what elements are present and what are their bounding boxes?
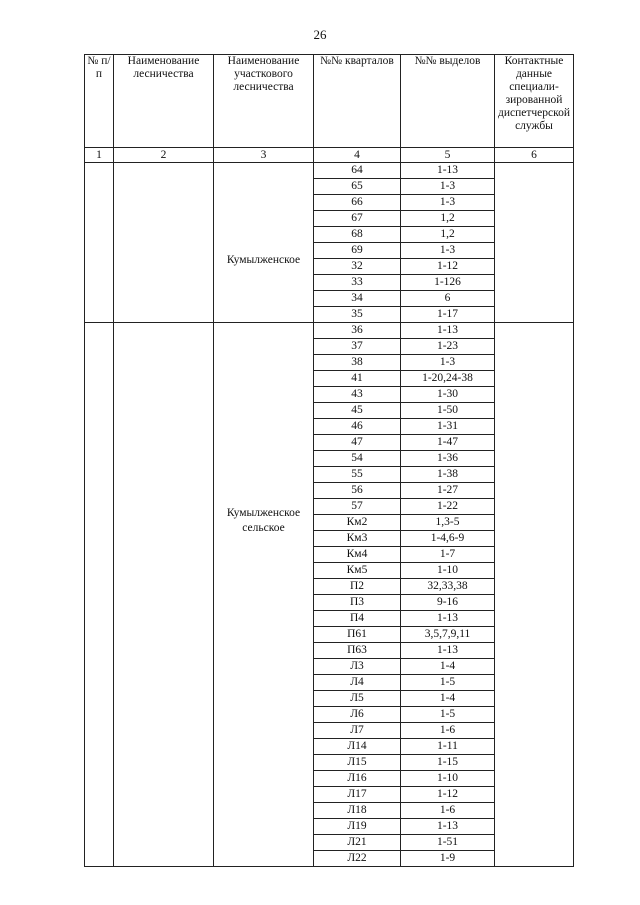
forest-quarters-table [84,54,574,867]
allotment-cell: 1-20,24-38 [401,371,495,387]
allotment-cell: 1-22 [401,499,495,515]
column-number: 2 [114,148,214,163]
allotment-cell: 1-5 [401,707,495,723]
quarter-cell: 36 [314,323,401,339]
allotment-cell: 6 [401,291,495,307]
allotment-cell: 1-4 [401,691,495,707]
quarter-cell: 68 [314,227,401,243]
allotment-cell: 1-3 [401,243,495,259]
allotment-cell: 1-13 [401,819,495,835]
quarter-cell: 57 [314,499,401,515]
quarter-cell: 43 [314,387,401,403]
quarter-cell: Л4 [314,675,401,691]
quarter-cell: 33 [314,275,401,291]
quarter-cell: Л6 [314,707,401,723]
allotment-cell: 1-5 [401,675,495,691]
allotment-cell: 1-13 [401,323,495,339]
district-forestry-name: Кумылженское [226,254,301,266]
table-body [85,163,574,867]
allotment-cell: 1-4 [401,659,495,675]
allotment-cell: 1-4,6-9 [401,531,495,547]
quarter-cell: 41 [314,371,401,387]
contact-cell [495,163,574,323]
quarter-cell: Км2 [314,515,401,531]
header-cell-forestry: Наименование лесничества [114,55,214,148]
quarter-cell: Км4 [314,547,401,563]
allotment-cell: 1,3-5 [401,515,495,531]
allotment-cell: 1,2 [401,211,495,227]
row-number-cell [85,323,114,867]
allotment-cell: 1-51 [401,835,495,851]
header-cell-allotments: №№ выделов [401,55,495,148]
allotment-cell: 1-3 [401,355,495,371]
allotment-cell: 1-23 [401,339,495,355]
allotment-cell: 1-13 [401,611,495,627]
column-number: 1 [85,148,114,163]
quarter-cell: 35 [314,307,401,323]
table-row [85,163,574,179]
quarter-cell: Л19 [314,819,401,835]
forestry-cell [114,163,214,323]
column-number: 6 [495,148,574,163]
allotment-cell: 1-38 [401,467,495,483]
forestry-cell [114,323,214,867]
allotment-cell: 1-12 [401,787,495,803]
quarter-cell: 56 [314,483,401,499]
allotment-cell: 1-3 [401,179,495,195]
allotment-cell: 1-7 [401,547,495,563]
page-number: 26 [313,27,327,42]
quarter-cell: Л15 [314,755,401,771]
quarter-cell: 69 [314,243,401,259]
quarter-cell: Км3 [314,531,401,547]
quarter-cell: 55 [314,467,401,483]
district-forestry-cell [214,323,314,867]
allotment-cell: 32,33,38 [401,579,495,595]
quarter-cell: Л3 [314,659,401,675]
allotment-cell: 1-10 [401,771,495,787]
allotment-cell: 1-9 [401,851,495,867]
contact-cell [495,323,574,867]
allotment-cell: 1-10 [401,563,495,579]
quarter-cell: 34 [314,291,401,307]
quarter-cell: 38 [314,355,401,371]
column-number: 4 [314,148,401,163]
allotment-cell: 1-27 [401,483,495,499]
quarter-cell: Л14 [314,739,401,755]
quarter-cell: Л16 [314,771,401,787]
quarter-cell: 47 [314,435,401,451]
column-number: 5 [401,148,495,163]
quarter-cell: Л5 [314,691,401,707]
quarter-cell: П3 [314,595,401,611]
allotment-cell: 1-50 [401,403,495,419]
allotment-cell: 1-47 [401,435,495,451]
column-number: 3 [214,148,314,163]
quarter-cell: 46 [314,419,401,435]
quarter-cell: 37 [314,339,401,355]
allotment-cell: 1-13 [401,163,495,179]
quarter-cell: 64 [314,163,401,179]
quarter-cell: Л21 [314,835,401,851]
allotment-cell: 1-11 [401,739,495,755]
district-forestry-cell [214,163,314,323]
quarter-cell: Л22 [314,851,401,867]
quarter-cell: Л17 [314,787,401,803]
table-row [85,323,574,339]
allotment-cell: 1-126 [401,275,495,291]
quarter-cell: 54 [314,451,401,467]
allotment-cell: 1-3 [401,195,495,211]
district-forestry-name: Кумылженское сельское [226,507,301,534]
quarter-cell: 32 [314,259,401,275]
allotment-cell: 1-31 [401,419,495,435]
allotment-cell: 1-17 [401,307,495,323]
header-cell-quarters: №№ кварталов [314,55,401,148]
quarter-cell: 67 [314,211,401,227]
allotment-cell: 1-15 [401,755,495,771]
header-cell-contacts: Контактные данные специали-зированной диспетчерской службы [495,55,574,148]
allotment-cell: 1-6 [401,803,495,819]
quarter-cell: П63 [314,643,401,659]
quarter-cell: Л7 [314,723,401,739]
header-row [85,55,574,148]
allotment-cell: 1-30 [401,387,495,403]
quarter-cell: Км5 [314,563,401,579]
allotment-cell: 1,2 [401,227,495,243]
allotment-cell: 1-36 [401,451,495,467]
allotment-cell: 1-12 [401,259,495,275]
allotment-cell: 3,5,7,9,11 [401,627,495,643]
quarter-cell: П4 [314,611,401,627]
quarter-cell: П61 [314,627,401,643]
column-number-row [85,148,574,163]
quarter-cell: П2 [314,579,401,595]
allotment-cell: 1-13 [401,643,495,659]
header-cell-number: № п/п [85,55,114,148]
allotment-cell: 9-16 [401,595,495,611]
quarter-cell: 45 [314,403,401,419]
quarter-cell: Л18 [314,803,401,819]
header-cell-district-forestry: Наименование участкового лесничества [214,55,314,148]
allotment-cell: 1-6 [401,723,495,739]
quarter-cell: 66 [314,195,401,211]
row-number-cell [85,163,114,323]
quarter-cell: 65 [314,179,401,195]
